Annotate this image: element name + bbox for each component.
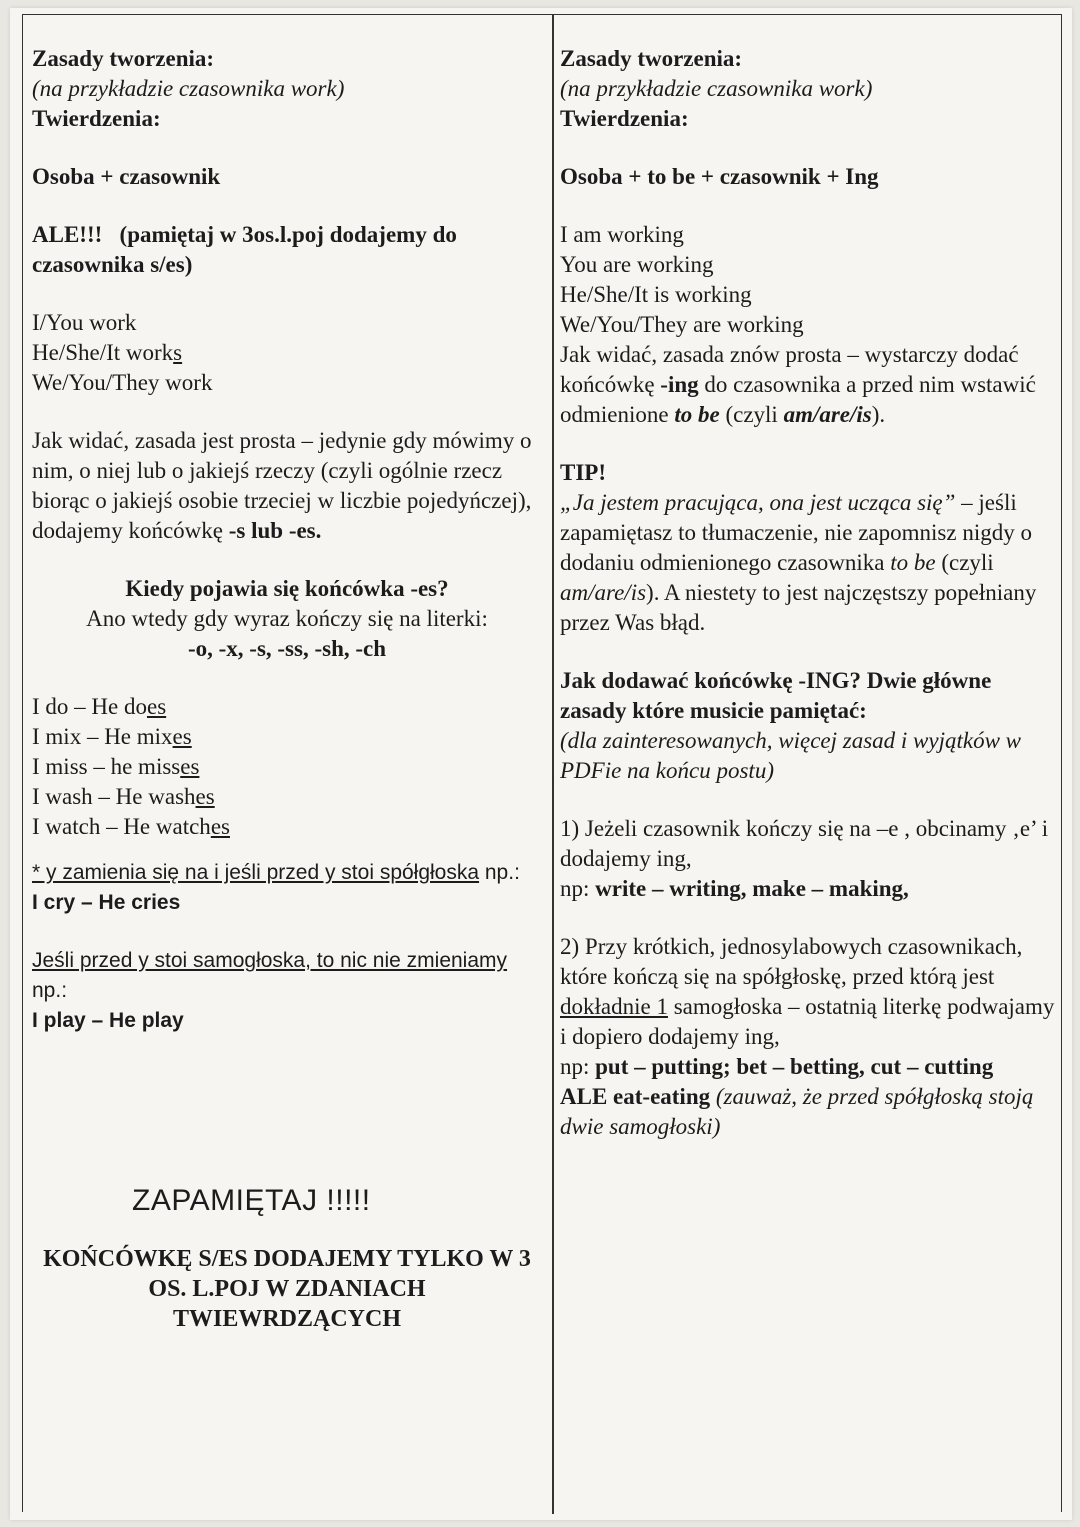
list-item: I watch – He watches: [32, 814, 230, 839]
ing-rule-2: 2) Przy krótkich, jednosylabowych czasownikach, które kończą się na spółgłoskę, przed którą jest dokładnie 1 samogłoska – ostatnią literkę podwajamy i dopiero dodajemy ing,: [560, 934, 1055, 1049]
tip-quote: „Ja jestem pracująca, ona jest ucząca się”: [560, 490, 956, 515]
right-heading: Zasady tworzenia:: [560, 46, 743, 71]
ale-label: ALE!!!: [32, 222, 103, 247]
remember-heading: ZAPAMIĘTAJ !!!!!: [132, 1184, 371, 1217]
list-item: I miss – he misses: [32, 754, 200, 779]
vowel-rule: Jeśli przed y stoi samogłoska, to nic nie zmieniamy np.:: [32, 949, 508, 1002]
ing-rule-1-example: np: write – writing, make – making,: [560, 876, 909, 901]
example-2-base: He/She/It work: [32, 340, 174, 365]
present-simple-column: [32, 44, 542, 1334]
es-answer: Ano wtedy gdy wyraz kończy się na literki:: [86, 606, 488, 631]
list-item: I mix – He mixes: [32, 724, 192, 749]
document-page: [10, 8, 1072, 1520]
present-continuous-column: [560, 44, 1060, 1142]
continuous-example-3: He/She/It is working: [560, 282, 752, 307]
left-paragraph: [32, 426, 542, 546]
left-affirm-label: Twierdzenia:: [32, 106, 161, 131]
ing-note: (dla zainteresowanych, więcej zasad i wyjątków w PDFie na końcu postu): [560, 728, 1022, 783]
es-examples-list: [32, 692, 542, 842]
y-example: I cry – He cries: [32, 891, 181, 914]
right-subheading: (na przykładzie czasownika work): [560, 76, 873, 101]
left-subheading: (na przykładzie czasownika work): [32, 76, 345, 101]
caps-note: KOŃCÓWKĘ S/ES DODAJEMY TYLKO W 3 OS. L.POJ W ZDANIACH TWIEWRDZĄCYCH: [43, 1246, 531, 1332]
ale-note: [32, 220, 542, 280]
continuous-example-2: You are working: [560, 252, 714, 277]
continuous-example-4: We/You/They are working: [560, 312, 804, 337]
ing-rule-1: 1) Jeżeli czasownik kończy się na –e , obcinamy ‚e’ i dodajemy ing,: [560, 816, 1049, 871]
ing-title: Jak dodawać końcówkę -ING? Dwie główne zasady które musicie pamiętać:: [560, 668, 992, 723]
vowel-example: I play – He play: [32, 1009, 184, 1032]
example-3: We/You/They work: [32, 370, 213, 395]
continuous-example-1: I am working: [560, 222, 684, 247]
list-item: I do – He does: [32, 694, 167, 719]
example-1: I/You work: [32, 310, 137, 335]
list-item: I wash – He washes: [32, 784, 215, 809]
ing-rule-2-example: np: put – putting; bet – betting, cut – cutting: [560, 1054, 994, 1079]
ale-text: (pamiętaj w 3os.l.poj dodajemy do czasownika s/es): [32, 222, 457, 277]
right-formula: Osoba + to be + czasownik + Ing: [560, 164, 879, 189]
es-letters: -o, -x, -s, -ss, -sh, -ch: [187, 636, 387, 661]
y-rule: * y zamienia się na i jeśli przed y stoi spółgłoska np.:: [32, 861, 520, 884]
es-question: Kiedy pojawia się końcówka -es?: [125, 576, 449, 601]
example-2-ending: s: [173, 340, 183, 365]
y-rule-text: * y zamienia się na i jeśli przed y stoi spółgłoska: [32, 861, 480, 884]
vowel-rule-text: Jeśli przed y stoi samogłoska, to nic nie zmieniamy: [32, 949, 508, 972]
tip-text: „Ja jestem pracująca, ona jest ucząca się” – jeśli zapamiętasz to tłumaczenie, nie zapomnisz nigdy o dodaniu odmienionego czasownika to be (czyli am/are/is). A niestety to jest najczęstszy popełniany przez Was błąd.: [560, 490, 1037, 635]
left-heading: Zasady tworzenia:: [32, 46, 215, 71]
column-divider: [552, 14, 554, 1514]
example-2: [32, 338, 542, 368]
left-paragraph-text: Jak widać, zasada jest prosta – jedynie gdy mówimy o nim, o niej lub o jakiejś rzeczy (czyli ogólnie rzecz biorąc o jakiejś osobie trzeciej w liczbie pojedyńczej), dodajemy końcówkę: [32, 428, 532, 543]
tip-label: TIP!: [560, 460, 606, 485]
ing-rule-2-exception: ALE eat-eating (zauważ, że przed spółgłoską stoją dwie samogłoski): [560, 1084, 1034, 1139]
left-formula: Osoba + czasownik: [32, 164, 221, 189]
left-paragraph-bold: -s lub -es.: [228, 518, 322, 543]
right-affirm-label: Twierdzenia:: [560, 106, 689, 131]
right-paragraph: Jak widać, zasada znów prosta – wystarczy dodać końcówkę -ing do czasownika a przed nim wstawić odmienione to be (czyli am/are/is).: [560, 342, 1036, 427]
